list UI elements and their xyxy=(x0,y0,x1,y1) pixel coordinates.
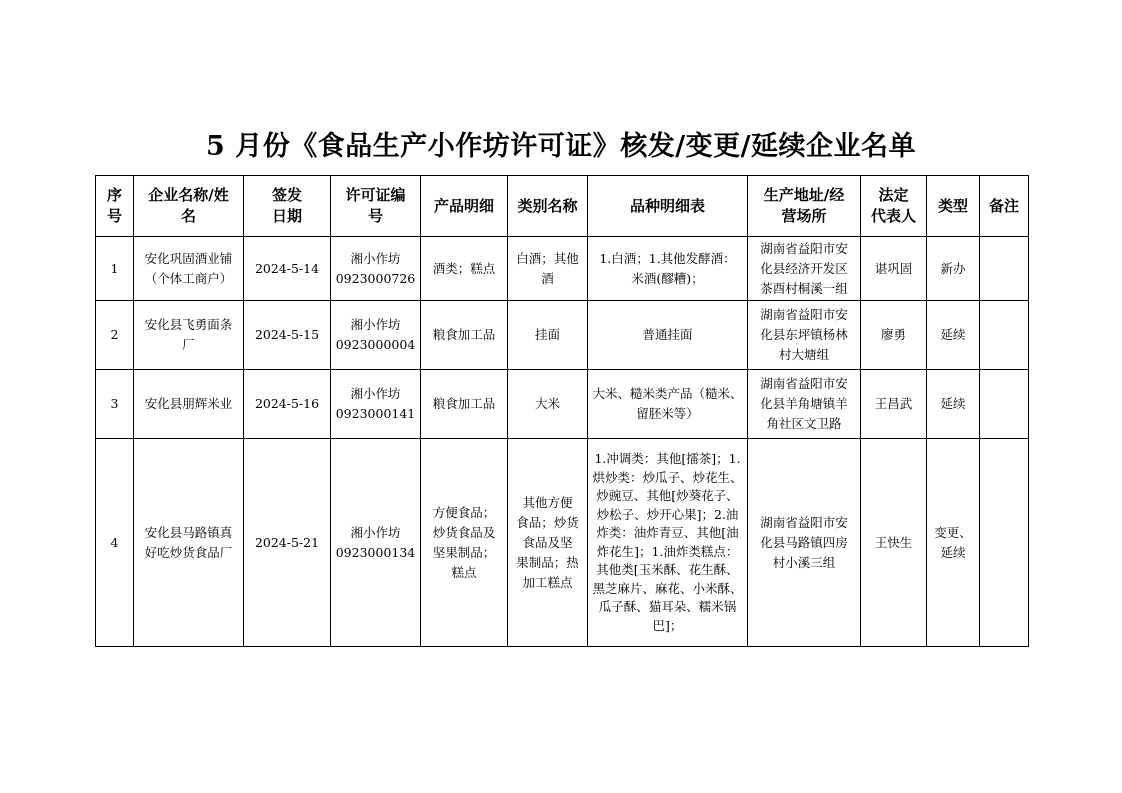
cell-rep: 王快生 xyxy=(861,439,927,647)
header-address: 生产地址/经 营场所 xyxy=(748,176,861,237)
table-row xyxy=(96,439,1029,647)
cell-date: 2024-5-21 xyxy=(244,439,331,647)
cell-product: 粮食加工品 xyxy=(421,301,508,370)
cell-address: 湖南省益阳市安 化县羊角塘镇羊 角社区文卫路 xyxy=(748,370,861,439)
cell-license: 湘小作坊 0923000141 xyxy=(331,370,421,439)
cell-rep: 谌巩固 xyxy=(861,237,927,301)
cell-product: 方便食品； 炒货食品及 坚果制品； 糕点 xyxy=(421,439,508,647)
header-product: 产品明细 xyxy=(421,176,508,237)
cell-no: 3 xyxy=(96,370,134,439)
cell-category: 挂面 xyxy=(508,301,588,370)
cell-date: 2024-5-16 xyxy=(244,370,331,439)
cell-date: 2024-5-15 xyxy=(244,301,331,370)
cell-name: 安化巩固酒业铺 （个体工商户） xyxy=(134,237,244,301)
table-row xyxy=(96,237,1029,301)
cell-address: 湖南省益阳市安 化县马路镇四房 村小溪三组 xyxy=(748,439,861,647)
cell-rep: 王昌武 xyxy=(861,370,927,439)
header-license: 许可证编 号 xyxy=(331,176,421,237)
cell-varieties: 1.白酒；1.其他发酵酒： 米酒(醪糟)； xyxy=(588,237,748,301)
cell-varieties: 大米、糙米类产品（糙米、 留胚米等） xyxy=(588,370,748,439)
header-varieties: 品种明细表 xyxy=(588,176,748,237)
cell-note xyxy=(980,301,1029,370)
cell-type: 新办 xyxy=(927,237,980,301)
header-no: 序 号 xyxy=(96,176,134,237)
cell-name: 安化县马路镇真 好吃炒货食品厂 xyxy=(134,439,244,647)
cell-license: 湘小作坊 0923000004 xyxy=(331,301,421,370)
header-name: 企业名称/姓 名 xyxy=(134,176,244,237)
cell-category: 白酒；其他 酒 xyxy=(508,237,588,301)
cell-note xyxy=(980,370,1029,439)
header-rep: 法定 代表人 xyxy=(861,176,927,237)
cell-license: 湘小作坊 0923000134 xyxy=(331,439,421,647)
cell-type: 延续 xyxy=(927,301,980,370)
cell-note xyxy=(980,237,1029,301)
cell-license: 湘小作坊 0923000726 xyxy=(331,237,421,301)
cell-product: 酒类；糕点 xyxy=(421,237,508,301)
cell-varieties: 普通挂面 xyxy=(588,301,748,370)
header-note: 备注 xyxy=(980,176,1029,237)
header-category: 类别名称 xyxy=(508,176,588,237)
cell-category: 其他方便 食品；炒货 食品及坚 果制品；热 加工糕点 xyxy=(508,439,588,647)
cell-category: 大米 xyxy=(508,370,588,439)
cell-address: 湖南省益阳市安 化县东坪镇杨林 村大塘组 xyxy=(748,301,861,370)
cell-rep: 廖勇 xyxy=(861,301,927,370)
cell-date: 2024-5-14 xyxy=(244,237,331,301)
header-date: 签发 日期 xyxy=(244,176,331,237)
cell-varieties: 1.冲调类：其他[擂茶]；1. 烘炒类：炒瓜子、炒花生、 炒豌豆、其他[炒葵花子、 炒松子、炒开心果]；2.油 炸类：油炸青豆、其他[油 炸花生]；1.油炸类糕点： 其他类[玉米酥、花生酥、 黑芝麻片、麻花、小米酥、 瓜子酥、猫耳朵、糯米锅 巴]； xyxy=(588,439,748,647)
table-row xyxy=(96,301,1029,370)
cell-type: 变更、 延续 xyxy=(927,439,980,647)
cell-no: 2 xyxy=(96,301,134,370)
document-title: 5 月份《食品生产小作坊许可证》核发/变更/延续企业名单 xyxy=(206,131,916,162)
table-header-row xyxy=(96,176,1029,237)
cell-no: 1 xyxy=(96,237,134,301)
cell-address: 湖南省益阳市安 化县经济开发区 茶酉村桐溪一组 xyxy=(748,237,861,301)
cell-name: 安化县朋辉米业 xyxy=(134,370,244,439)
header-type: 类型 xyxy=(927,176,980,237)
cell-type: 延续 xyxy=(927,370,980,439)
cell-note xyxy=(980,439,1029,647)
cell-no: 4 xyxy=(96,439,134,647)
table-row xyxy=(96,370,1029,439)
license-table xyxy=(95,175,1029,647)
cell-product: 粮食加工品 xyxy=(421,370,508,439)
cell-name: 安化县飞勇面条 厂 xyxy=(134,301,244,370)
